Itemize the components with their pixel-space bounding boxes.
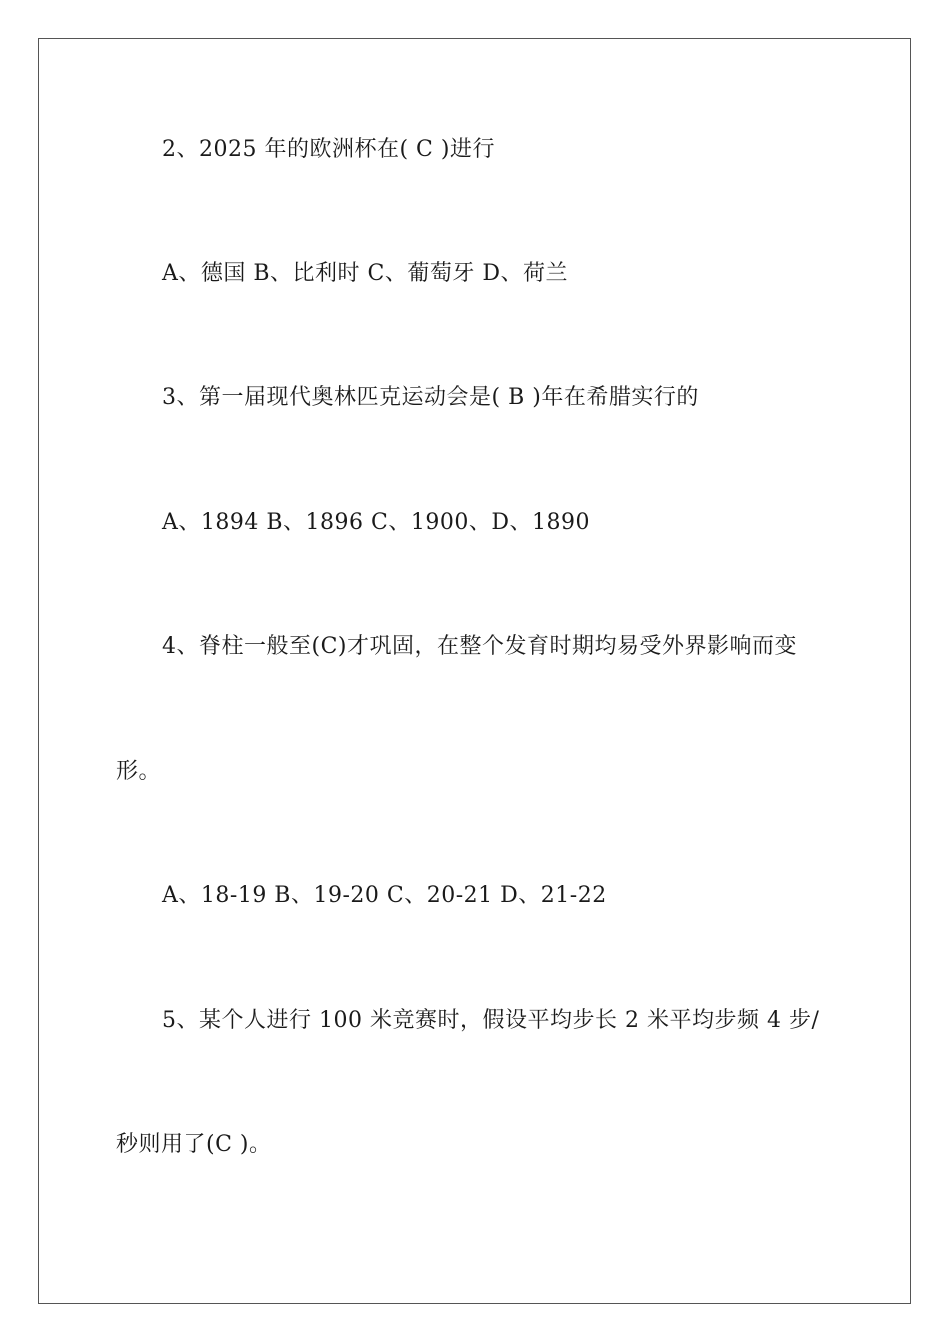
question-4-continued: 形。 xyxy=(116,759,162,784)
question-5: 5、某个人进行 100 米竞赛时，假设平均步长 2 米平均步频 4 步/ xyxy=(162,1008,820,1033)
question-3: 3、第一届现代奥林匹克运动会是( B )年在希腊实行的 xyxy=(162,385,699,410)
question-2: 2、2025 年的欧洲杯在( C )进行 xyxy=(162,137,495,162)
question-2-options: A、德国 B、比利时 C、葡萄牙 D、荷兰 xyxy=(162,261,569,286)
question-5-continued: 秒则用了(C )。 xyxy=(116,1132,272,1157)
question-4: 4、脊柱一般至(C)才巩固，在整个发育时期均易受外界影响而变 xyxy=(162,634,797,659)
question-4-options: A、18-19 B、19-20 C、20-21 D、21-22 xyxy=(162,883,607,908)
page-border xyxy=(38,38,911,1304)
question-3-options: A、1894 B、1896 C、1900、D、1890 xyxy=(162,510,590,535)
